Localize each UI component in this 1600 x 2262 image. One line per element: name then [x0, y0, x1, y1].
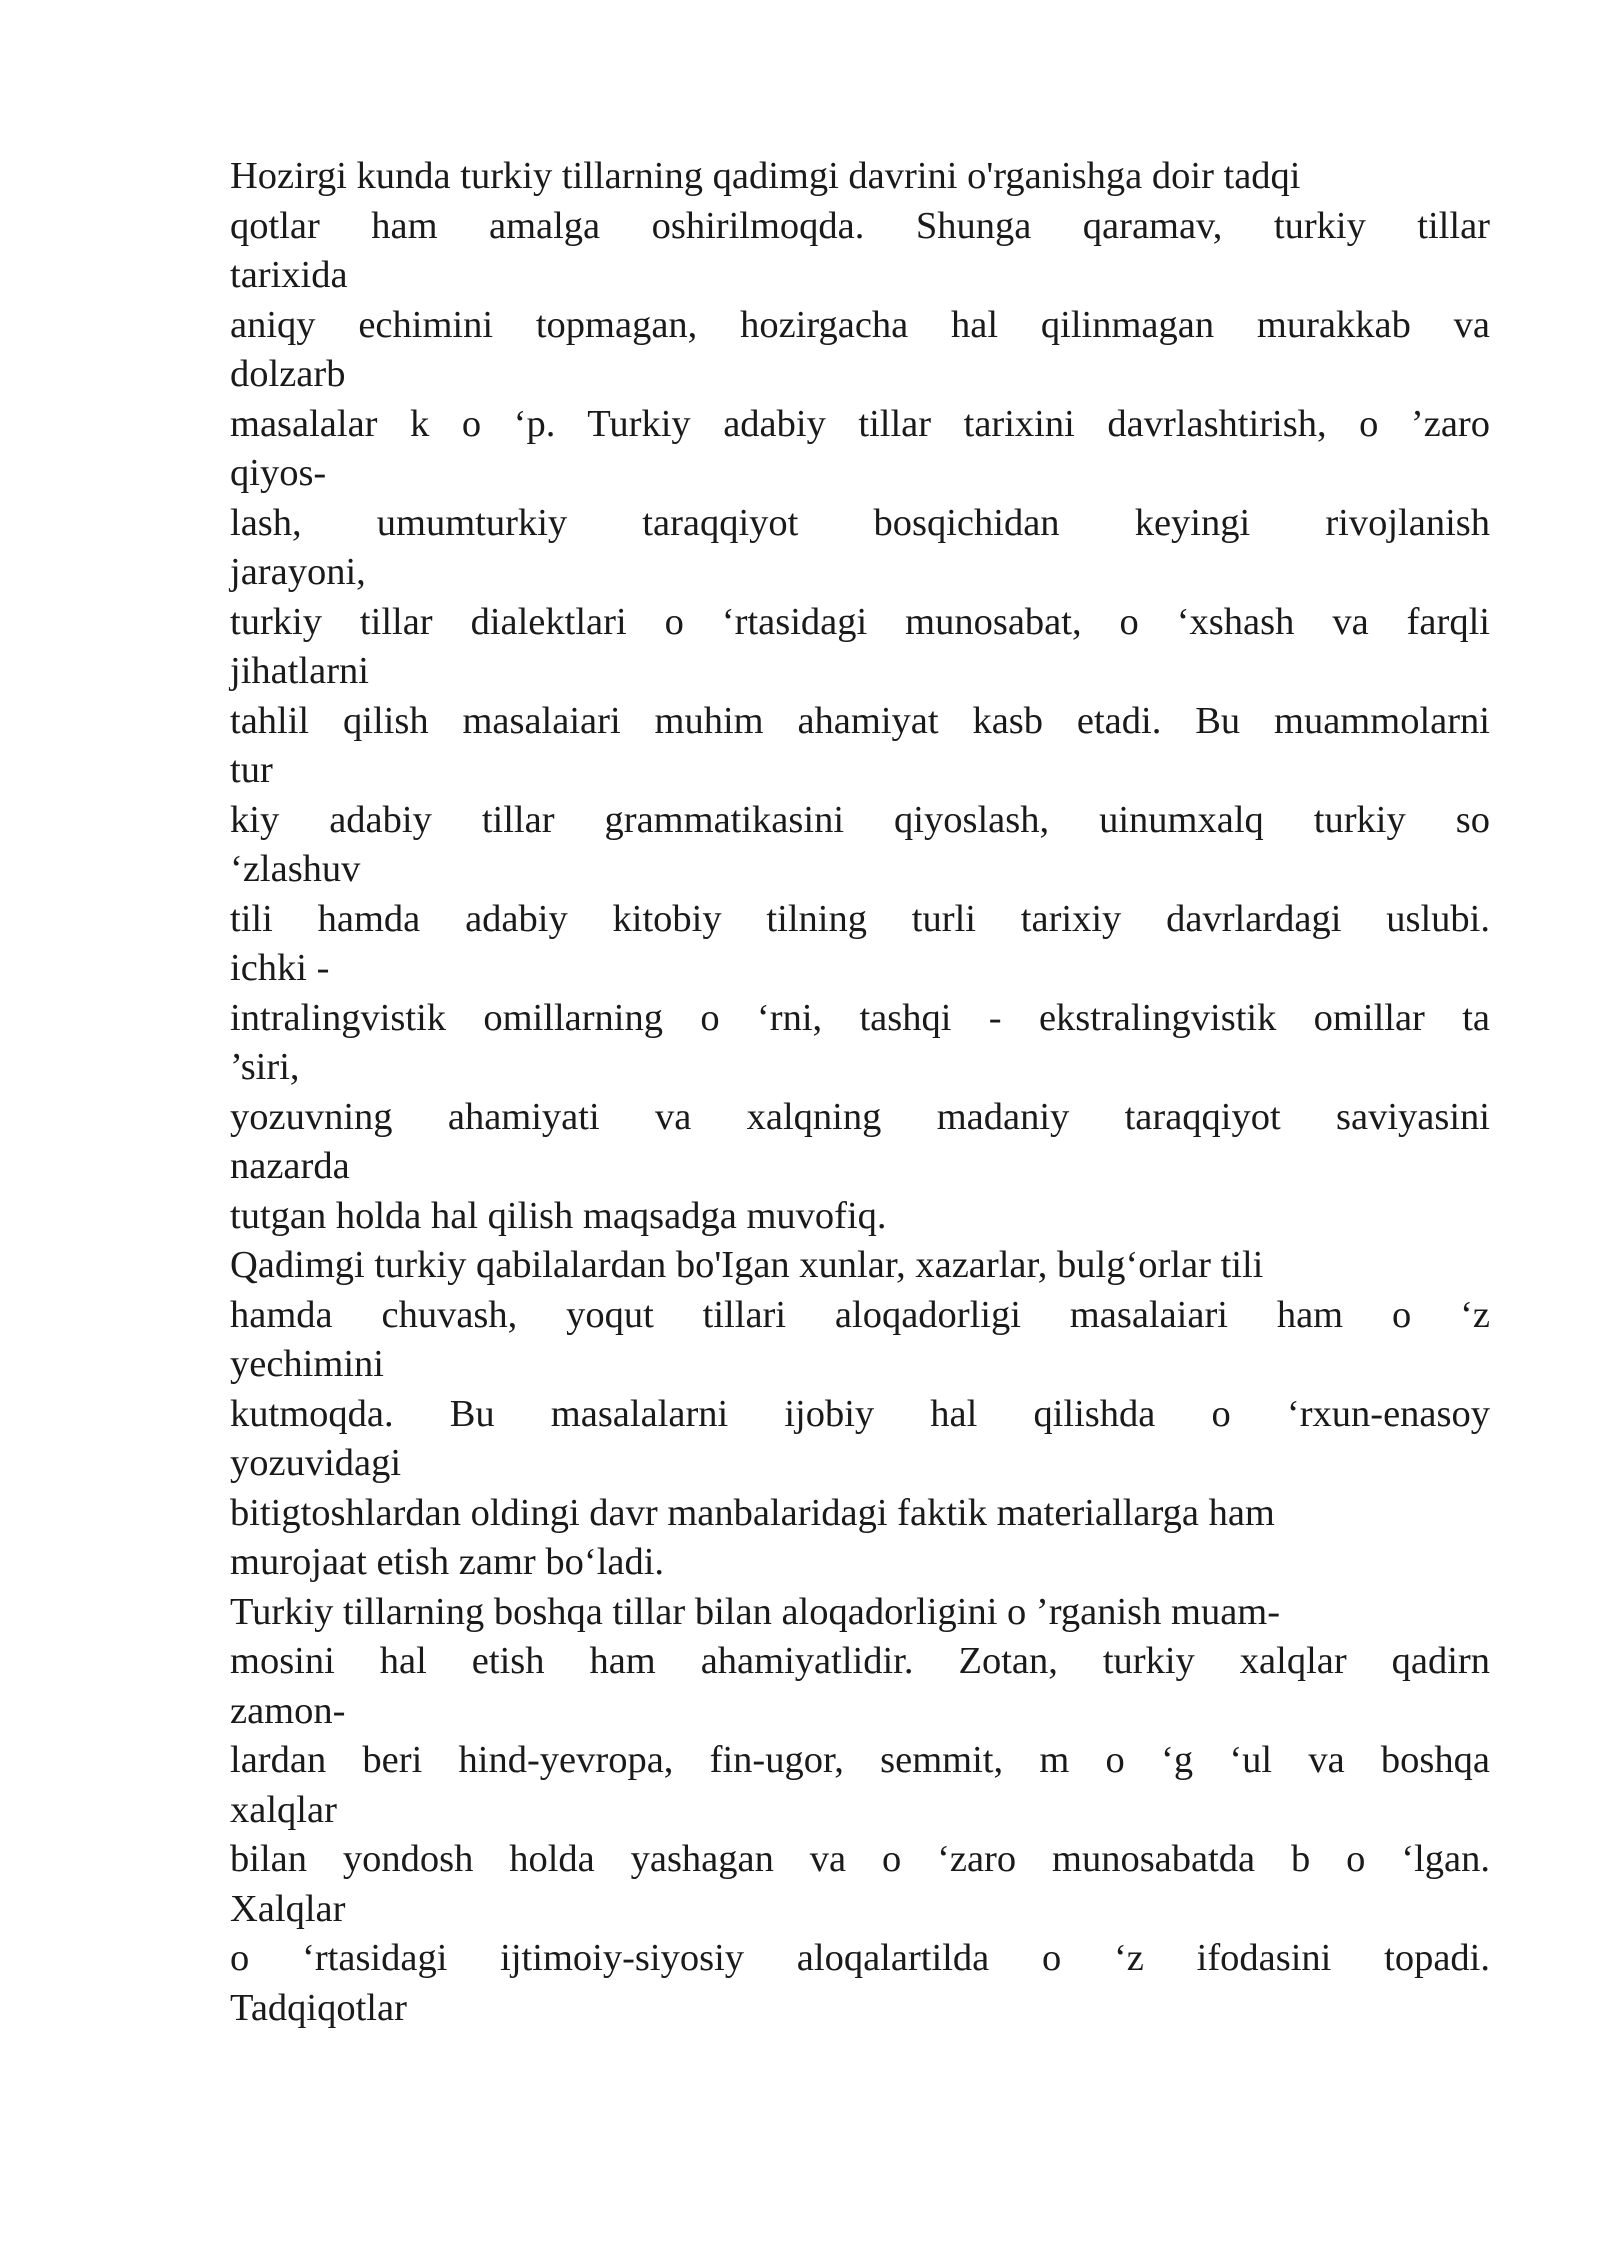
text-line: dolzarb: [230, 353, 346, 395]
text-line: Qadimgi turkiy qabilalardan bo'Igan xunlar, xazarlar, bulg‘orlar tili: [230, 1244, 1264, 1286]
text-line: xalqlar: [230, 1788, 337, 1831]
text-line: ‘zlashuv: [230, 848, 361, 890]
text-line: bitigtoshlardan oldingi davr manbalaridagi faktik materiallarga ham: [230, 1491, 1275, 1534]
text-line: murojaat etish zamr bo‘ladi.: [230, 1541, 665, 1583]
body-text: [230, 152, 1490, 2033]
text-line: ichki -: [230, 947, 330, 989]
text-line: zamon-: [230, 1689, 346, 1732]
text-line: masalalar k o ‘p. Turkiy adabiy tillar tarixini davrlashtirish, o ’zaro: [230, 402, 1490, 445]
text-line: jihatlarni: [230, 650, 369, 692]
text-line: aniqy echimini topmagan, hozirgacha hal qilinmagan murakkab va: [230, 303, 1490, 346]
text-line: lardan beri hind-yevropa, fin-ugor, semmit, m o ‘g ‘ul va boshqa: [230, 1739, 1490, 1781]
text-line: kiy adabiy tillar grammatikasini qiyoslash, uinumxalq turkiy so: [230, 798, 1490, 841]
text-line: yechimini: [230, 1343, 384, 1385]
text-line: bilan yondosh holda yashagan va o ‘zaro munosabatda b o ‘lgan.: [230, 1838, 1490, 1880]
text-line: tahlil qilish masalaiari muhim ahamiyat kasb etadi. Bu muammolarni: [230, 699, 1490, 742]
text-line: Turkiy tillarning boshqa tillar bilan aloqadorligini o ’rganish muam-: [230, 1590, 1281, 1633]
text-line: yozuvidagi: [230, 1442, 402, 1484]
text-line: tur: [230, 749, 273, 791]
text-line: intralingvistik omillarning o ‘rni, tashqi - ekstralingvistik omillar ta: [230, 996, 1490, 1039]
text-line: hamda chuvash, yoqut tillari aloqadorligi masalaiari ham o ‘z: [230, 1293, 1490, 1336]
text-line: Xalqlar: [230, 1887, 346, 1930]
text-line: Tadqiqotlar: [230, 1986, 407, 2029]
text-line: nazarda: [230, 1145, 350, 1187]
text-line: qiyos-: [230, 452, 327, 494]
text-line: turkiy tillar dialektlari o ‘rtasidagi munosabat, o ‘xshash va farqli: [230, 600, 1490, 643]
text-line: tarixida: [230, 254, 348, 296]
text-line: qotlar ham amalga oshirilmoqda. Shunga qaramav, turkiy tillar: [230, 204, 1490, 247]
text-line: o ‘rtasidagi ijtimoiy-siyosiy aloqalartilda o ‘z ifodasini topadi.: [230, 1937, 1490, 1979]
text-line: jarayoni,: [230, 551, 366, 593]
text-line: mosini hal etish ham ahamiyatlidir. Zotan, turkiy xalqlar qadirn: [230, 1640, 1490, 1682]
text-line: yozuvning ahamiyati va xalqning madaniy taraqqiyot saviyasini: [230, 1095, 1490, 1138]
text-line: kutmoqda. Bu masalalarni ijobiy hal qilishda o ‘rxun-enasoy: [230, 1392, 1490, 1435]
text-line: ’siri,: [230, 1046, 300, 1088]
text-line: Hozirgi kunda turkiy tillarning qadimgi davrini o'rganishga doir tadqi: [230, 155, 1301, 197]
text-line: tutgan holda hal qilish maqsadga muvofiq.: [230, 1194, 887, 1237]
text-line: tili hamda adabiy kitobiy tilning turli tarixiy davrlardagi uslubi.: [230, 897, 1490, 940]
text-line: lash, umumturkiy taraqqiyot bosqichidan keyingi rivojlanish: [230, 501, 1490, 544]
